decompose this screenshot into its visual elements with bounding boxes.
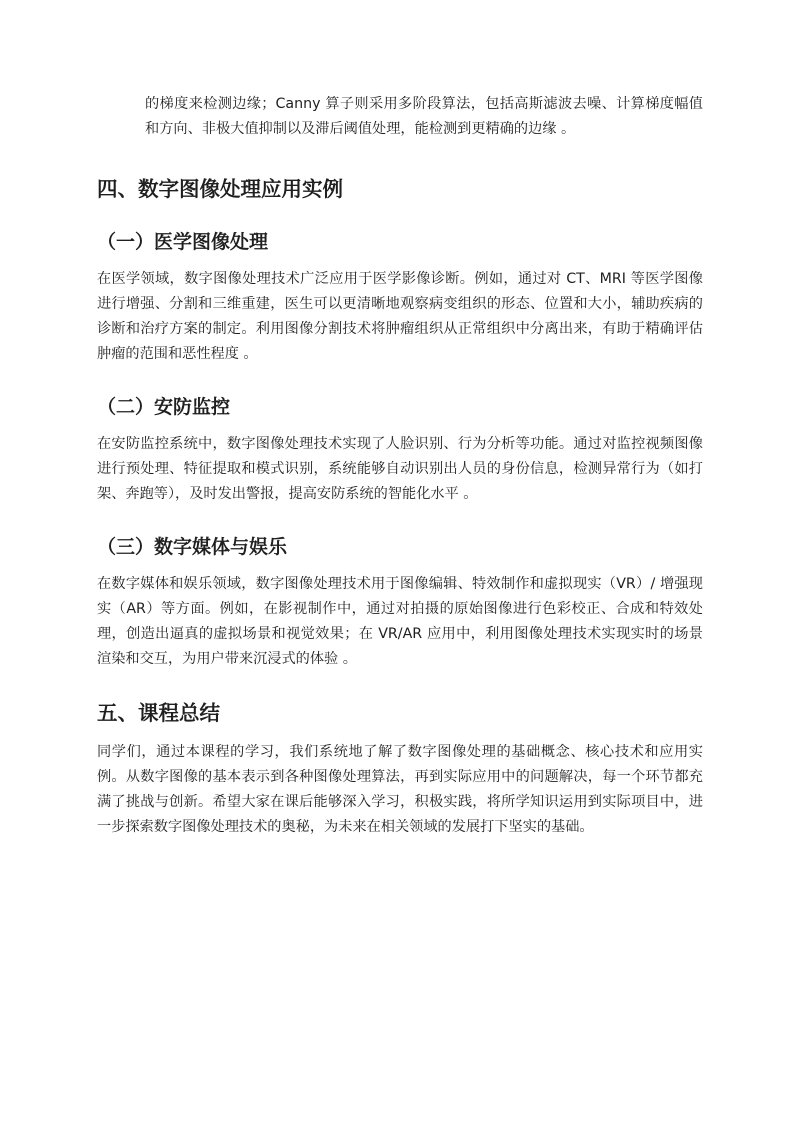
medical-imaging-heading: （一）医学图像处理: [97, 231, 269, 253]
security-monitoring-heading: （二）安防监控: [97, 396, 231, 418]
security-monitoring-paragraph: 在安防监控系统中，数字图像处理技术实现了人脸识别、行为分析等功能。通过对监控视频图像进行预处理、特征提取和模式识别，系统能够自动识别出人员的身份信息，检测异常行为（如打架、奔跑等），及时发出警报，提高安防系统的智能化水平 。: [97, 436, 703, 502]
section5-heading: 五、课程总结: [97, 701, 220, 725]
course-summary-paragraph: 同学们，通过本课程的学习，我们系统地了解了数字图像处理的基础概念、核心技术和应用实例。从数字图像的基本表示到各种图像处理算法，再到实际应用中的问题解决，每一个环节都充满了挑战与创新。希望大家在课后能够深入学习，积极实践，将所学知识运用到实际项目中，进一步探索数字图像处理技术的奥秘，为未来在相关领域的发展打下坚实的基础。: [97, 744, 703, 835]
digital-media-heading: （三）数字媒体与娱乐: [97, 536, 288, 558]
medical-imaging-paragraph: 在医学领域，数字图像处理技术广泛应用于医学影像诊断。例如，通过对 CT、MRI 等医学图像进行增强、分割和三维重建，医生可以更清晰地观察病变组织的形态、位置和大小，辅助疾病的诊断和治疗方案的制定。利用图像分割技术将肿瘤组织从正常组织中分离出来，有助于精确评估肿瘤的范围和恶性程度 。: [97, 271, 703, 362]
intro-continuation-paragraph: 的梯度来检测边缘；Canny 算子则采用多阶段算法，包括高斯滤波去噪、计算梯度幅值和方向、非极大值抑制以及滞后阈值处理，能检测到更精确的边缘 。: [145, 96, 703, 137]
section4-heading: 四、数字图像处理应用实例: [97, 177, 343, 201]
document-page: [97, 92, 703, 840]
digital-media-paragraph: 在数字媒体和娱乐领域，数字图像处理技术用于图像编辑、特效制作和虚拟现实（VR）/ 增强现实（AR）等方面。例如，在影视制作中，通过对拍摄的原始图像进行色彩校正、合成和特效处理，创造出逼真的虚拟场景和视觉效果；在 VR/AR 应用中，利用图像处理技术实现实时的场景渲染和交互，为用户带来沉浸式的体验 。: [97, 576, 703, 667]
